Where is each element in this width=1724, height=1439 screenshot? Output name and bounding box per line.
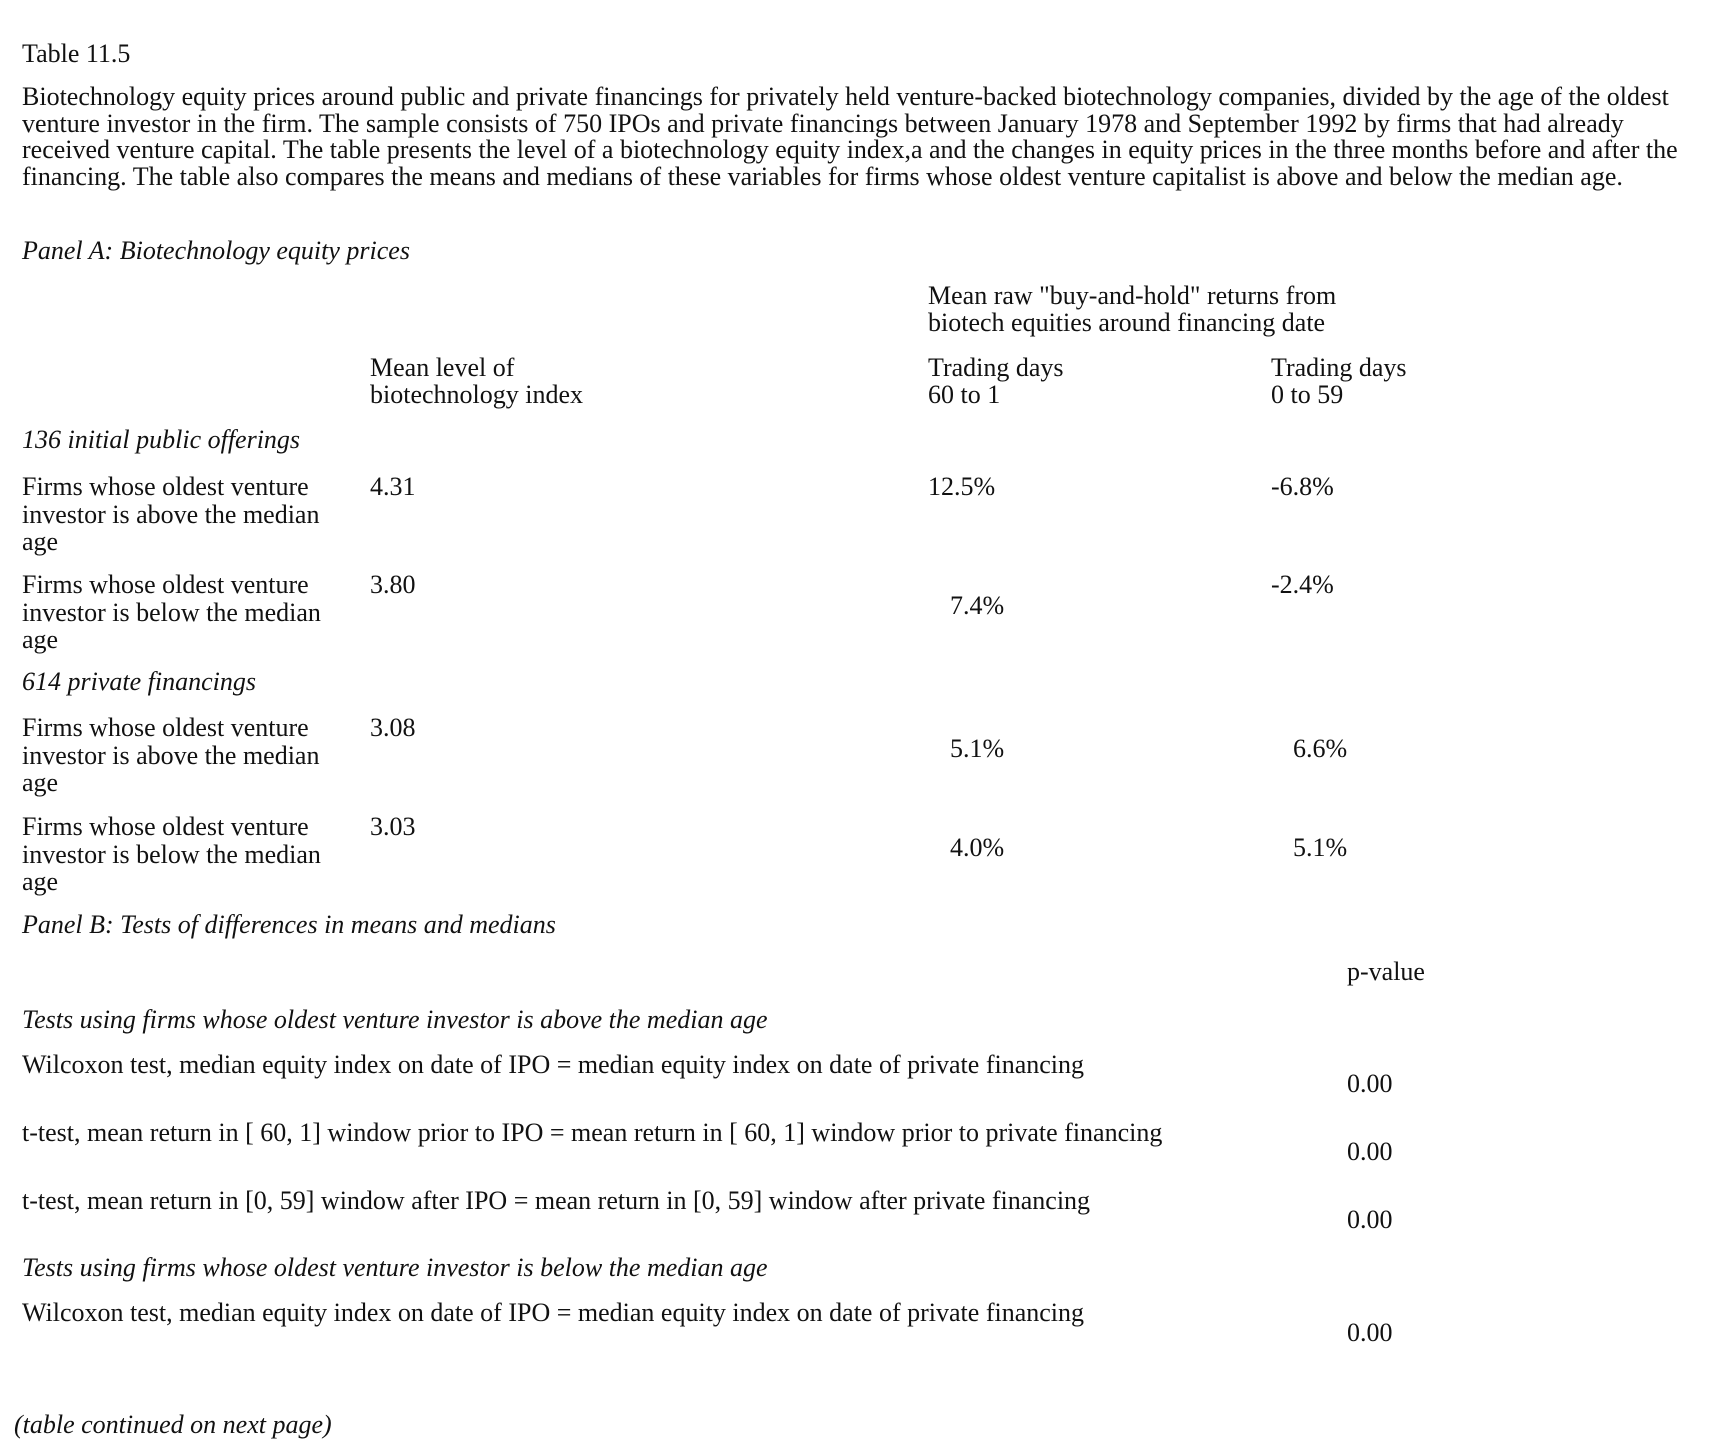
test-pvalue-wilcoxon-above: 0.00 [1347, 1069, 1393, 1098]
test-pvalue-ttest-after-above: 0.00 [1347, 1205, 1393, 1234]
returns-group-header-line1: Mean raw "buy-and-hold" returns from [928, 281, 1337, 310]
test-label-ttest-prior-above: t-test, mean return in [ 60, 1] window prior to IPO = mean return in [ 60, 1] window prior to private financing [22, 1118, 1163, 1147]
group-title-below: Tests using firms whose oldest venture investor is below the median age [22, 1253, 768, 1282]
col-after-header-line1: Trading days [1271, 353, 1407, 382]
cell-index-ipo-below: 3.80 [370, 570, 416, 599]
cell-before-private-above: 5.1% [950, 734, 1005, 763]
section-title-private: 614 private financings [22, 667, 256, 696]
test-pvalue-ttest-prior-above: 0.00 [1347, 1137, 1393, 1166]
cell-after-private-above: 6.6% [1293, 734, 1348, 763]
cell-index-ipo-above: 4.31 [370, 472, 416, 501]
cell-after-ipo-below: -2.4% [1271, 570, 1334, 599]
table-caption: Biotechnology equity prices around public and private financings for privately held venture-backed biotechnology companies, divided by the age of the oldest venture investor in the firm. The sample consists of 750 IPOs and private financings between January 1978 and September 1992 by firms that had already received venture capital. The table presents the level of a biotechnology equity index,a and the changes in equity prices in the three months before and after the financing. The table also compares the means and medians of these variables for firms whose oldest venture capitalist is above and below the median age. [22, 82, 1678, 191]
test-label-wilcoxon-above: Wilcoxon test, median equity index on date of IPO = median equity index on date of private financing [22, 1050, 1085, 1079]
panel-a-title: Panel A: Biotechnology equity prices [22, 236, 410, 265]
row-label-private-below: Firms whose oldest venture investor is below the median age [22, 812, 321, 896]
cell-before-ipo-above: 12.5% [928, 472, 996, 501]
returns-group-header-line2: biotech equities around financing date [928, 308, 1326, 337]
col-index-header-line1: Mean level of [370, 353, 515, 382]
section-title-ipos: 136 initial public offerings [22, 425, 301, 454]
cell-index-private-below: 3.03 [370, 812, 416, 841]
col-after-header-line2: 0 to 59 [1271, 380, 1344, 409]
group-title-above: Tests using firms whose oldest venture investor is above the median age [22, 1005, 768, 1034]
row-label-private-above: Firms whose oldest venture investor is above the median age [22, 713, 320, 797]
panel-b-title: Panel B: Tests of differences in means and medians [22, 910, 556, 939]
pvalue-header: p-value [1347, 957, 1425, 986]
cell-before-private-below: 4.0% [950, 833, 1005, 862]
table-title: Table 11.5 [22, 39, 131, 68]
cell-index-private-above: 3.08 [370, 713, 416, 742]
continued-note: (table continued on next page) [14, 1410, 332, 1439]
col-before-header-line1: Trading days [928, 353, 1064, 382]
test-label-ttest-after-above: t-test, mean return in [0, 59] window after IPO = mean return in [0, 59] window after private financing [22, 1186, 1091, 1215]
test-label-wilcoxon-below: Wilcoxon test, median equity index on date of IPO = median equity index on date of private financing [22, 1298, 1085, 1327]
row-label-ipo-above: Firms whose oldest venture investor is above the median age [22, 472, 320, 556]
cell-before-ipo-below: 7.4% [950, 591, 1005, 620]
col-index-header-line2: biotechnology index [370, 380, 584, 409]
col-before-header-line2: 60 to 1 [928, 380, 1001, 409]
cell-after-private-below: 5.1% [1293, 833, 1348, 862]
row-label-ipo-below: Firms whose oldest venture investor is below the median age [22, 570, 321, 654]
cell-after-ipo-above: -6.8% [1271, 472, 1334, 501]
test-pvalue-wilcoxon-below: 0.00 [1347, 1318, 1393, 1347]
